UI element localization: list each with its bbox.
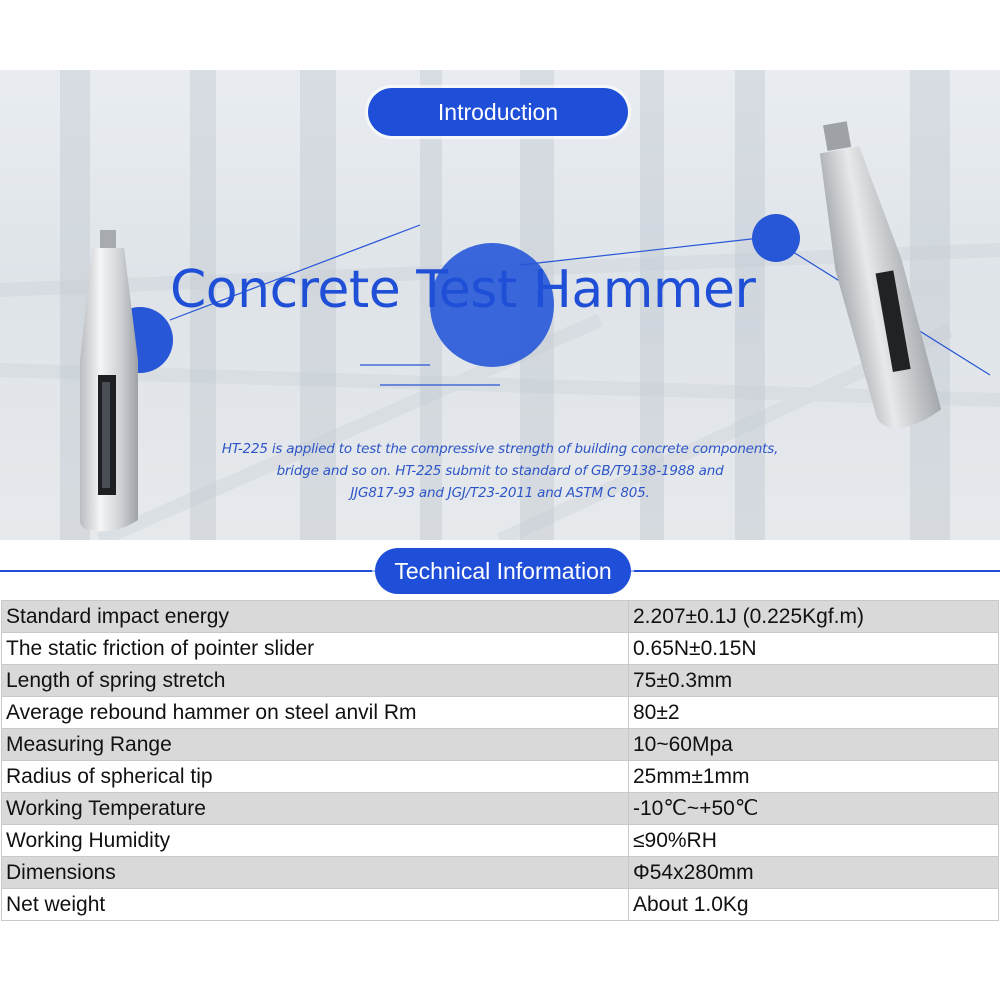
table-row <box>2 889 999 921</box>
spec-value: 25mm±1mm <box>629 761 999 793</box>
introduction-heading: Introduction <box>368 88 628 136</box>
spec-label: Net weight <box>2 889 629 921</box>
spec-value: ≤90%RH <box>629 825 999 857</box>
description-line: JJG817-93 and JGJ/T23-2011 and ASTM C 805. <box>350 485 650 501</box>
spec-value: 2.207±0.1J (0.225Kgf.m) <box>629 601 999 633</box>
spec-value: 80±2 <box>629 697 999 729</box>
table-row <box>2 697 999 729</box>
table-row <box>2 857 999 889</box>
description-line: HT-225 is applied to test the compressive strength of building concrete components, <box>221 441 779 457</box>
product-title: Concrete Test Hammer <box>170 260 756 320</box>
spec-label: Length of spring stretch <box>2 665 629 697</box>
table-row <box>2 729 999 761</box>
description-line: bridge and so on. HT-225 submit to standard of GB/T9138-1988 and <box>276 463 724 479</box>
spec-label: Working Temperature <box>2 793 629 825</box>
spec-label: The static friction of pointer slider <box>2 633 629 665</box>
table-row <box>2 601 999 633</box>
technical-section-header <box>0 548 1000 594</box>
table-row <box>2 825 999 857</box>
spec-value: -10℃~+50℃ <box>629 793 999 825</box>
table-row <box>2 633 999 665</box>
technical-information-heading: Technical Information <box>375 548 631 594</box>
spec-value: Φ54x280mm <box>629 857 999 889</box>
spec-value: About 1.0Kg <box>629 889 999 921</box>
spec-value: 10~60Mpa <box>629 729 999 761</box>
product-description <box>220 438 780 504</box>
intro-banner <box>0 70 1000 540</box>
technical-specs-table <box>1 600 999 921</box>
spec-label: Radius of spherical tip <box>2 761 629 793</box>
spec-label: Dimensions <box>2 857 629 889</box>
spec-label: Measuring Range <box>2 729 629 761</box>
spec-label: Standard impact energy <box>2 601 629 633</box>
spec-label: Average rebound hammer on steel anvil Rm <box>2 697 629 729</box>
spec-value: 75±0.3mm <box>629 665 999 697</box>
spec-value: 0.65N±0.15N <box>629 633 999 665</box>
table-row <box>2 793 999 825</box>
table-row <box>2 665 999 697</box>
spec-label: Working Humidity <box>2 825 629 857</box>
table-row <box>2 761 999 793</box>
